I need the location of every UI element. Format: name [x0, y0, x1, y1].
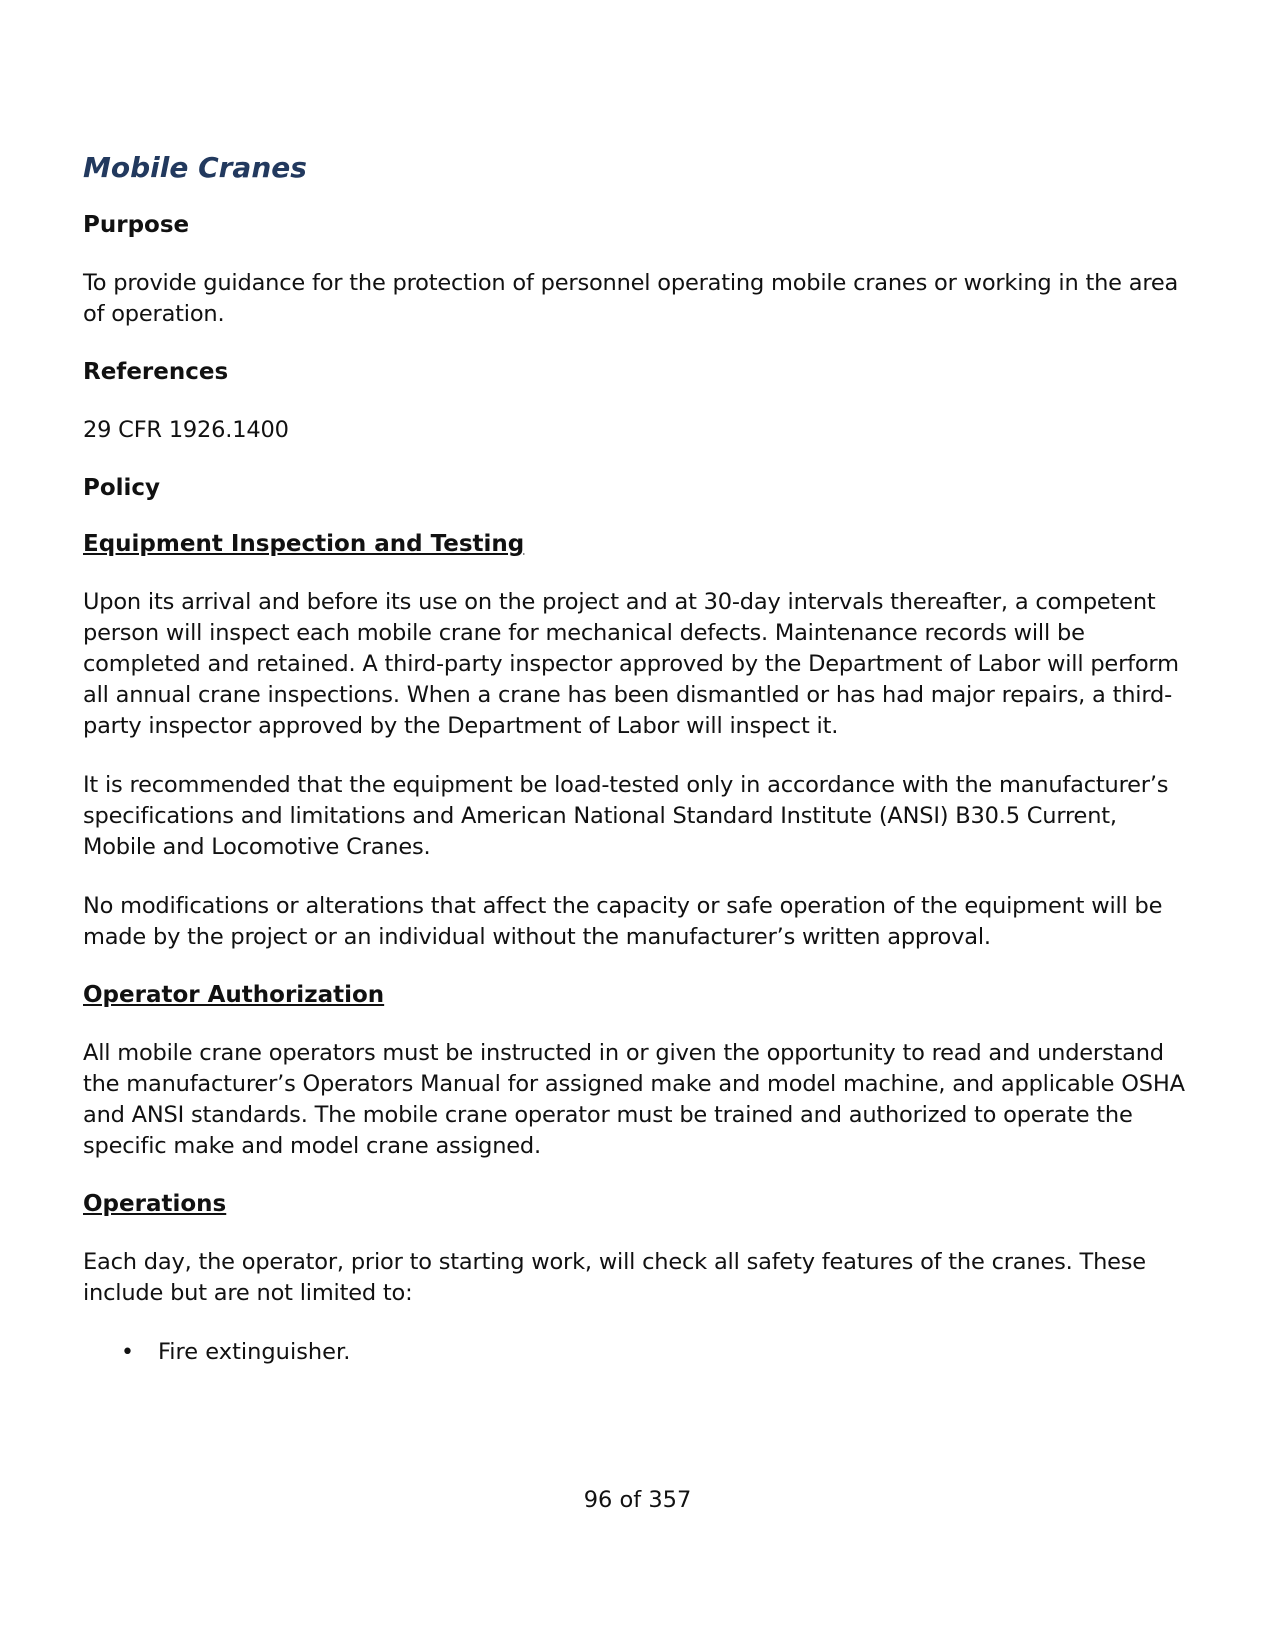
purpose-text: To provide guidance for the protection of personnel operating mobile cranes or working in the area of operation. — [83, 269, 1179, 327]
references-text: 29 CFR 1926.1400 — [83, 416, 289, 443]
document-page — [83, 150, 1193, 1368]
inspection-paragraph-2: It is recommended that the equipment be load-tested only in accordance with the manufacturer’s specifications and limitations and American National Standard Institute (ANSI) B30.5 Current, Mobile and Locomotive Cranes. — [83, 772, 1169, 860]
authorization-heading: Operator Authorization — [83, 982, 385, 1008]
inspection-paragraph-3: No modifications or alterations that affect the capacity or safe operation of the equipment will be made by the project or an individual without the manufacturer’s written approval. — [83, 893, 1163, 950]
inspection-heading: Equipment Inspection and Testing — [83, 531, 525, 558]
references-heading: References — [83, 358, 229, 385]
operations-bullet-list — [83, 1337, 1193, 1368]
authorization-text: All mobile crane operators must be instructed in or given the opportunity to read and understand the manufacturer’s Operators Manual for assigned make and model machine, and applicable OSHA and ANSI standards. The mobile crane operator must be trained and authorized to operate the specific make and model crane assigned. — [83, 1039, 1185, 1159]
bullet-icon: • — [121, 1339, 134, 1365]
inspection-paragraph-1: Upon its arrival and before its use on the project and at 30-day intervals thereafter, a competent person will inspect each mobile crane for mechanical defects. Maintenance records will be completed and retained. A third-party inspector approved by the Department of Labor will perform all annual crane inspections. When a crane has been dismantled or has had major repairs, a third-party inspector approved by the Department of Labor will inspect it. — [83, 589, 1179, 739]
purpose-heading: Purpose — [83, 212, 190, 238]
document-title: Mobile Cranes — [83, 151, 307, 184]
operations-text: Each day, the operator, prior to starting work, will check all safety features of the cranes. These include but are not limited to: — [83, 1248, 1146, 1306]
policy-heading: Policy — [83, 474, 161, 501]
operations-heading: Operations — [83, 1190, 227, 1217]
list-item — [121, 1337, 1193, 1368]
list-item-text: Fire extinguisher. — [158, 1338, 351, 1365]
page-number: 96 of 357 — [583, 1487, 692, 1513]
